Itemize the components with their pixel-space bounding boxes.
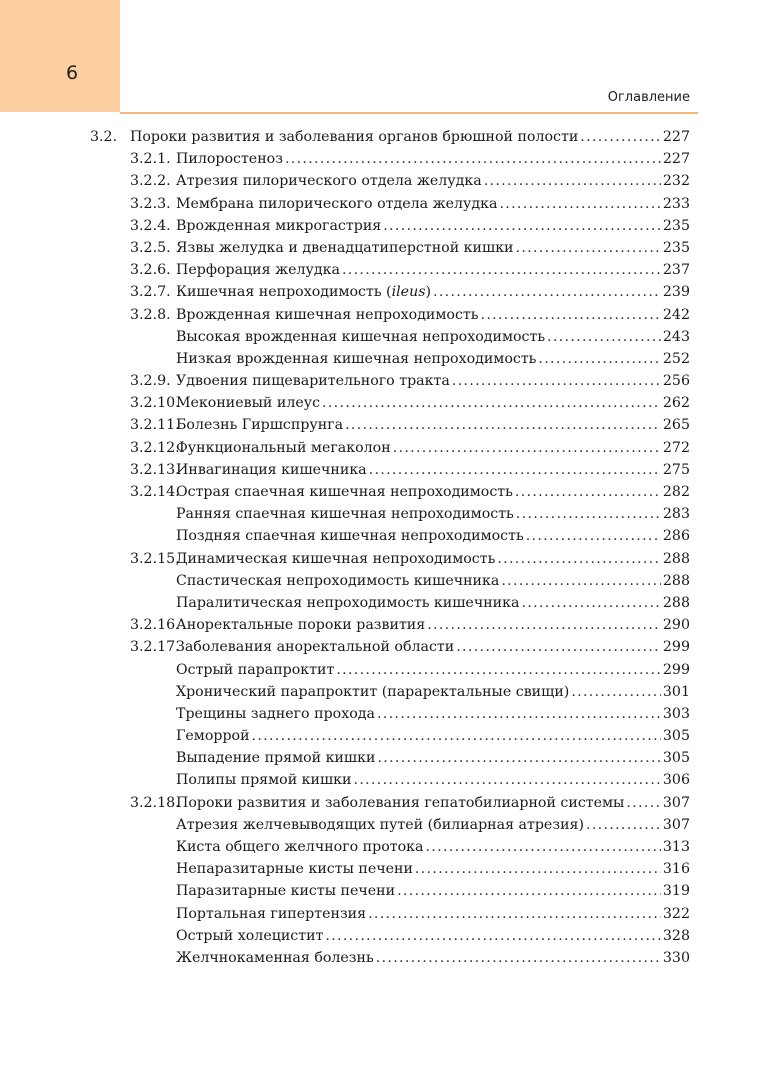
dot-leader [342, 259, 661, 281]
dot-leader [393, 437, 661, 459]
dot-leader [521, 592, 660, 614]
dot-leader [626, 792, 661, 814]
toc-entry [0, 281, 760, 303]
dot-leader [285, 148, 661, 170]
toc-entry-title: Паралитическая непроходимость кишечника [176, 594, 520, 611]
toc-entry-number: 3.2. [90, 129, 118, 145]
toc-entry-number: 3.2.11. [130, 417, 180, 434]
toc-entry-page: 265 [662, 417, 690, 434]
toc-entry-page: 233 [662, 195, 690, 212]
toc-entry-page: 242 [662, 306, 690, 323]
toc-entry [0, 903, 760, 925]
toc-entry [0, 126, 760, 148]
dot-leader [433, 281, 661, 303]
toc-entry-page: 299 [662, 661, 690, 678]
toc-entry-number: 3.2.3. [130, 195, 171, 212]
toc-entry-page: 235 [662, 239, 690, 256]
dot-leader [526, 525, 661, 547]
toc-entry-title: Острый холецистит [176, 927, 324, 944]
toc-entry [0, 414, 760, 436]
toc-entry-page: 288 [662, 594, 690, 611]
dot-leader [425, 836, 660, 858]
dot-leader [376, 947, 661, 969]
toc-entry-title: Кишечная непроходимость (ileus) [176, 284, 432, 301]
toc-entry-title: Киста общего желчного протока [176, 839, 424, 855]
dot-leader [377, 747, 660, 769]
header-rule [120, 112, 698, 114]
toc-entry-title: Трещины заднего прохода [176, 705, 375, 722]
toc-entry-page: 307 [662, 816, 690, 833]
toc-entry-page: 227 [662, 129, 690, 145]
dot-leader [497, 548, 661, 570]
toc-entry-page: 252 [662, 350, 690, 367]
toc-entry-title: Низкая врожденная кишечная непроходимость [176, 350, 537, 367]
dot-leader [252, 725, 661, 747]
toc-entry [0, 392, 760, 414]
toc-entry-page: 235 [662, 217, 690, 234]
dot-leader [484, 170, 661, 192]
dot-leader [547, 326, 661, 348]
toc-entry-number: 3.2.1. [130, 151, 171, 168]
toc-entry [0, 858, 760, 880]
toc-entry [0, 481, 760, 503]
toc-entry [0, 370, 760, 392]
toc-entry-page: 301 [662, 683, 690, 700]
toc-entry-title: Динамическая кишечная непроходимость [176, 550, 496, 567]
running-title: Оглавление [607, 90, 690, 105]
toc-entry [0, 570, 760, 592]
dot-leader [322, 392, 661, 414]
toc-entry [0, 437, 760, 459]
toc-entry-number: 3.2.5. [130, 239, 171, 256]
toc-entry-title: Спастическая непроходимость кишечника [176, 572, 500, 589]
dot-leader [481, 304, 661, 326]
toc-entry [0, 148, 760, 170]
dot-leader [383, 215, 661, 237]
dot-leader [515, 481, 661, 503]
toc-entry-title: Перфорация желудка [176, 262, 340, 279]
toc-entry-page: 307 [662, 794, 690, 811]
toc-entry [0, 215, 760, 237]
toc-entry-title: Поздняя спаечная кишечная непроходимость [176, 528, 524, 545]
toc-entry-page: 288 [662, 550, 690, 567]
toc-entry-title: Удвоения пищеварительного тракта [176, 373, 450, 390]
toc-entry-page: 313 [662, 839, 690, 855]
page-number-box [0, 0, 120, 112]
toc-entry-page: 306 [662, 772, 690, 789]
toc-entry-title: Полипы прямой кишки [176, 772, 352, 789]
toc-entry [0, 592, 760, 614]
toc-entry-page: 305 [662, 728, 690, 745]
toc-entry-title: Заболевания аноректальной области [176, 639, 455, 656]
toc-entry-title: Желчнокаменная болезнь [176, 949, 374, 966]
toc-entry-number: 3.2.13. [130, 461, 180, 478]
toc-entry-title: Атрезия желчевыводящих путей (билиарная атрезия) [176, 816, 585, 833]
toc-entry-title: Хронический парапроктит (параректальные свищи) [176, 683, 570, 700]
toc-entry-title: Выпадение прямой кишки [176, 750, 376, 767]
toc-entry [0, 525, 760, 547]
toc-entry-page: 328 [662, 927, 690, 944]
toc-entry-title: Врожденная кишечная непроходимость [176, 306, 479, 323]
toc-entry-title: Геморрой [176, 728, 250, 745]
toc-entry-page: 272 [662, 439, 690, 456]
table-of-contents [0, 126, 760, 969]
toc-entry [0, 814, 760, 836]
dot-leader [516, 237, 661, 259]
toc-entry-title: Язвы желудка и двенадцатиперстной кишки [176, 239, 514, 256]
toc-entry-title: Непаразитарные кисты печени [176, 861, 413, 878]
toc-entry-page: 256 [662, 373, 690, 390]
toc-entry-page: 262 [662, 395, 690, 412]
toc-entry-number: 3.2.7. [130, 284, 171, 301]
toc-entry-page: 305 [662, 750, 690, 767]
dot-leader [501, 570, 661, 592]
toc-entry-page: 275 [662, 461, 690, 478]
toc-entry [0, 304, 760, 326]
toc-entry-title: Пороки развития и заболевания органов брюшной полости [130, 129, 579, 145]
dot-leader [571, 681, 661, 703]
toc-entry-title: Аноректальные пороки развития [176, 617, 426, 634]
dot-leader [397, 880, 661, 902]
toc-entry [0, 703, 760, 725]
toc-entry-title: Портальная гипертензия [176, 905, 367, 922]
toc-entry-page: 316 [662, 861, 690, 878]
toc-entry [0, 636, 760, 658]
toc-entry [0, 170, 760, 192]
toc-entry-page: 319 [662, 883, 690, 900]
toc-entry-page: 330 [662, 949, 690, 966]
dot-leader [538, 348, 661, 370]
toc-entry [0, 769, 760, 791]
toc-entry [0, 259, 760, 281]
toc-entry-page: 227 [662, 151, 690, 168]
dot-leader [456, 636, 661, 658]
toc-entry-number: 3.2.8. [130, 306, 171, 323]
toc-entry-page: 286 [662, 528, 690, 545]
dot-leader [415, 858, 661, 880]
toc-entry-number: 3.2.9. [130, 373, 171, 390]
toc-entry-number: 3.2.6. [130, 262, 171, 279]
toc-entry-number: 3.2.10. [130, 395, 180, 412]
dot-leader [354, 769, 661, 791]
toc-entry-number: 3.2.2. [130, 173, 171, 190]
toc-entry [0, 659, 760, 681]
toc-entry [0, 193, 760, 215]
toc-entry-title: Мембрана пилорического отдела желудка [176, 195, 498, 212]
toc-entry-title: Острый парапроктит [176, 661, 335, 678]
toc-entry-title: Пороки развития и заболевания гепатобилиарной системы [176, 794, 625, 811]
toc-entry-number: 3.2.12. [130, 439, 180, 456]
toc-entry-page: 322 [662, 905, 690, 922]
toc-entry-page: 290 [662, 617, 690, 634]
toc-entry-page: 303 [662, 705, 690, 722]
toc-entry [0, 326, 760, 348]
dot-leader [452, 370, 661, 392]
dot-leader [369, 459, 661, 481]
toc-entry-page: 232 [662, 173, 690, 190]
dot-leader [586, 814, 661, 836]
toc-entry-title: Функциональный мегаколон [176, 439, 391, 456]
toc-entry [0, 747, 760, 769]
toc-entry-number: 3.2.18. [130, 794, 180, 811]
dot-leader [516, 503, 661, 525]
toc-entry [0, 548, 760, 570]
page-number: 6 [66, 62, 79, 84]
toc-entry-page: 283 [662, 506, 690, 523]
toc-entry [0, 614, 760, 636]
toc-entry-page: 239 [662, 284, 690, 301]
toc-entry [0, 503, 760, 525]
toc-entry-number: 3.2.4. [130, 217, 171, 234]
dot-leader [336, 659, 661, 681]
dot-leader [345, 414, 661, 436]
toc-entry-title: Ранняя спаечная кишечная непроходимость [176, 506, 514, 523]
toc-entry-title: Острая спаечная кишечная непроходимость [176, 484, 513, 500]
dot-leader [368, 903, 661, 925]
toc-entry-title: Болезнь Гиршспрунга [176, 417, 344, 434]
toc-entry [0, 237, 760, 259]
toc-entry [0, 836, 760, 858]
toc-entry [0, 947, 760, 969]
toc-entry-title-italic: ileus [391, 284, 426, 301]
toc-entry-title: Высокая врожденная кишечная непроходимость [176, 328, 546, 345]
toc-entry-title: Пилоростеноз [176, 151, 283, 168]
toc-entry-page: 237 [662, 262, 690, 279]
toc-entry-title: Паразитарные кисты печени [176, 883, 396, 900]
toc-entry-title: Мекониевый илеус [176, 395, 321, 412]
toc-entry-page: 299 [662, 639, 690, 656]
toc-entry-number: 3.2.15. [130, 550, 180, 567]
dot-leader [427, 614, 661, 636]
toc-entry-page: 282 [662, 484, 690, 500]
toc-entry-number: 3.2.16. [130, 617, 180, 634]
dot-leader [377, 703, 661, 725]
toc-entry-title: Врожденная микрогастрия [176, 217, 382, 234]
toc-entry [0, 925, 760, 947]
toc-entry [0, 725, 760, 747]
toc-entry-title: Атрезия пилорического отдела желудка [176, 173, 482, 190]
dot-leader [325, 925, 661, 947]
toc-entry-number: 3.2.14. [130, 484, 180, 500]
toc-entry [0, 880, 760, 902]
toc-entry-page: 288 [662, 572, 690, 589]
toc-entry-title: Инвагинация кишечника [176, 461, 367, 478]
toc-entry-page: 243 [662, 328, 690, 345]
toc-entry [0, 681, 760, 703]
toc-entry [0, 792, 760, 814]
toc-entry [0, 348, 760, 370]
toc-entry [0, 459, 760, 481]
dot-leader [499, 193, 660, 215]
dot-leader [580, 126, 661, 148]
toc-entry-number: 3.2.17. [130, 639, 180, 656]
